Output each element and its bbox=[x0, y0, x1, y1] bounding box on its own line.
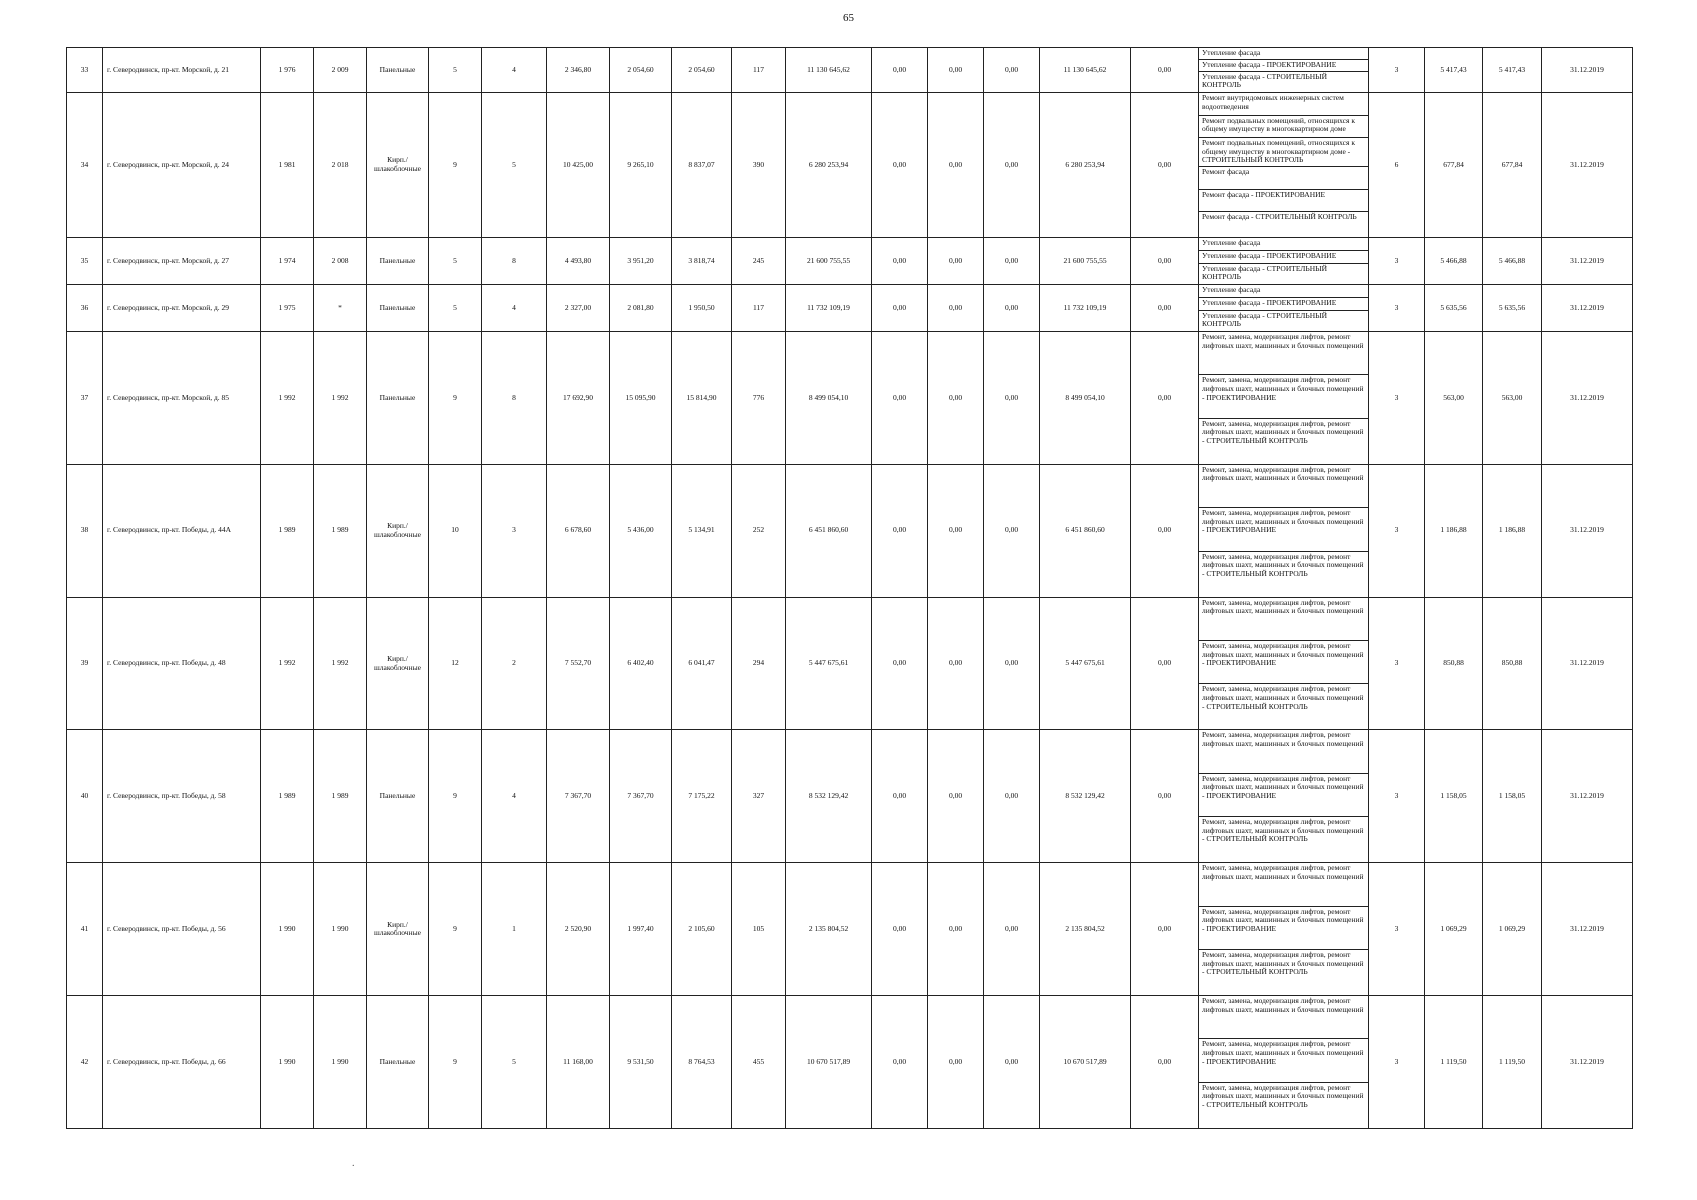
work-item: Ремонт, замена, модернизация лифтов, ремонт лифтовых шахт, машинных и блочных помещений - ПРОЕКТИРОВАНИЕ bbox=[1199, 907, 1368, 950]
cell-area-total: 4 493,80 bbox=[547, 238, 610, 285]
cell-residents: 117 bbox=[732, 48, 786, 93]
work-item: Ремонт фасада bbox=[1199, 167, 1368, 190]
cell-cost-total: 2 135 804,52 bbox=[786, 863, 872, 996]
cell-c3: 0,00 bbox=[984, 332, 1040, 465]
cell-unit-cost: 850,88 bbox=[1425, 597, 1483, 730]
table-row bbox=[67, 996, 1633, 1129]
cell-works bbox=[1199, 730, 1369, 863]
cell-residents: 117 bbox=[732, 285, 786, 332]
work-item: Ремонт, замена, модернизация лифтов, ремонт лифтовых шахт, машинных и блочных помещений bbox=[1199, 332, 1368, 375]
cell-floors: 12 bbox=[429, 597, 482, 730]
cell-date: 31.12.2019 bbox=[1542, 863, 1633, 996]
cell-floors: 9 bbox=[429, 92, 482, 237]
cell-address: г. Северодвинск, пр-кт. Победы, д. 56 bbox=[103, 863, 261, 996]
cell-c2: 0,00 bbox=[928, 597, 984, 730]
cell-last: 2 009 bbox=[314, 48, 367, 93]
cell-material: Панельные bbox=[367, 730, 429, 863]
cell-c3: 0,00 bbox=[984, 92, 1040, 237]
cell-c3: 0,00 bbox=[984, 863, 1040, 996]
cell-date: 31.12.2019 bbox=[1542, 92, 1633, 237]
cell-works bbox=[1199, 285, 1369, 332]
work-item: Ремонт внутридомовых инженерных систем водоотведения bbox=[1199, 93, 1368, 116]
cell-count: 3 bbox=[1369, 996, 1425, 1129]
work-item: Утепление фасада bbox=[1199, 48, 1368, 60]
cell-c1: 0,00 bbox=[872, 730, 928, 863]
cell-cost-total: 8 532 129,42 bbox=[786, 730, 872, 863]
cell-address: г. Северодвинск, пр-кт. Победы, д. 48 bbox=[103, 597, 261, 730]
cell-c3: 0,00 bbox=[984, 48, 1040, 93]
cell-unit-cost: 5 466,88 bbox=[1425, 238, 1483, 285]
cell-cost-owner: 2 135 804,52 bbox=[1040, 863, 1131, 996]
cell-area-res: 2 054,60 bbox=[672, 48, 732, 93]
cell-material: Панельные bbox=[367, 48, 429, 93]
cell-works bbox=[1199, 597, 1369, 730]
cell-c1: 0,00 bbox=[872, 464, 928, 597]
cell-area-total: 2 346,80 bbox=[547, 48, 610, 93]
cell-limit-cost: 1 186,88 bbox=[1483, 464, 1542, 597]
cell-built: 1 975 bbox=[261, 285, 314, 332]
cell-count: 3 bbox=[1369, 48, 1425, 93]
cell-floors: 9 bbox=[429, 332, 482, 465]
cell-built: 1 981 bbox=[261, 92, 314, 237]
cell-date: 31.12.2019 bbox=[1542, 285, 1633, 332]
cell-limit-cost: 5 635,56 bbox=[1483, 285, 1542, 332]
cell-count: 3 bbox=[1369, 730, 1425, 863]
cell-area-res: 15 814,90 bbox=[672, 332, 732, 465]
cell-entrances: 4 bbox=[482, 730, 547, 863]
cell-c4: 0,00 bbox=[1131, 730, 1199, 863]
work-item: Утепление фасада - ПРОЕКТИРОВАНИЕ bbox=[1199, 251, 1368, 264]
cell-c4: 0,00 bbox=[1131, 996, 1199, 1129]
cell-c3: 0,00 bbox=[984, 730, 1040, 863]
cell-cost-total: 11 130 645,62 bbox=[786, 48, 872, 93]
cell-last: 1 990 bbox=[314, 996, 367, 1129]
work-item: Ремонт, замена, модернизация лифтов, ремонт лифтовых шахт, машинных и блочных помещений - ПРОЕКТИРОВАНИЕ bbox=[1199, 508, 1368, 551]
cell-limit-cost: 5 417,43 bbox=[1483, 48, 1542, 93]
cell-address: г. Северодвинск, пр-кт. Морской, д. 85 bbox=[103, 332, 261, 465]
cell-built: 1 976 bbox=[261, 48, 314, 93]
work-item: Утепление фасада - ПРОЕКТИРОВАНИЕ bbox=[1199, 298, 1368, 311]
cell-last: 2 018 bbox=[314, 92, 367, 237]
cell-date: 31.12.2019 bbox=[1542, 996, 1633, 1129]
cell-c4: 0,00 bbox=[1131, 597, 1199, 730]
cell-c4: 0,00 bbox=[1131, 332, 1199, 465]
capital-repair-table bbox=[66, 47, 1633, 1129]
cell-area-total: 7 367,70 bbox=[547, 730, 610, 863]
cell-c4: 0,00 bbox=[1131, 285, 1199, 332]
cell-limit-cost: 850,88 bbox=[1483, 597, 1542, 730]
work-item: Ремонт, замена, модернизация лифтов, ремонт лифтовых шахт, машинных и блочных помещений - СТРОИТЕЛЬНЫЙ КОНТРОЛЬ bbox=[1202, 684, 1364, 711]
cell-area-total: 6 678,60 bbox=[547, 464, 610, 597]
cell-n: 34 bbox=[67, 92, 103, 237]
cell-limit-cost: 1 119,50 bbox=[1483, 996, 1542, 1129]
cell-material: Панельные bbox=[367, 332, 429, 465]
cell-residents: 252 bbox=[732, 464, 786, 597]
cell-area-living: 3 951,20 bbox=[610, 238, 672, 285]
cell-c2: 0,00 bbox=[928, 996, 984, 1129]
cell-area-res: 5 134,91 bbox=[672, 464, 732, 597]
cell-last: 1 992 bbox=[314, 597, 367, 730]
cell-n: 40 bbox=[67, 730, 103, 863]
table-row bbox=[67, 464, 1633, 597]
cell-address: г. Северодвинск, пр-кт. Морской, д. 29 bbox=[103, 285, 261, 332]
cell-c2: 0,00 bbox=[928, 238, 984, 285]
cell-count: 6 bbox=[1369, 92, 1425, 237]
work-item: Ремонт подвальных помещений, относящихся к общему имуществу в многоквартирном доме bbox=[1199, 116, 1368, 139]
work-item: Ремонт, замена, модернизация лифтов, ремонт лифтовых шахт, машинных и блочных помещений - СТРОИТЕЛЬНЫЙ КОНТРОЛЬ bbox=[1202, 1082, 1364, 1109]
cell-limit-cost: 563,00 bbox=[1483, 332, 1542, 465]
cell-unit-cost: 1 186,88 bbox=[1425, 464, 1483, 597]
cell-c4: 0,00 bbox=[1131, 863, 1199, 996]
cell-cost-owner: 11 130 645,62 bbox=[1040, 48, 1131, 93]
cell-c1: 0,00 bbox=[872, 863, 928, 996]
work-item: Утепление фасада bbox=[1199, 285, 1368, 298]
cell-area-living: 15 095,90 bbox=[610, 332, 672, 465]
cell-residents: 327 bbox=[732, 730, 786, 863]
cell-works bbox=[1199, 238, 1369, 285]
cell-area-res: 6 041,47 bbox=[672, 597, 732, 730]
cell-last: 1 990 bbox=[314, 863, 367, 996]
cell-cost-owner: 10 670 517,89 bbox=[1040, 996, 1131, 1129]
cell-n: 35 bbox=[67, 238, 103, 285]
cell-c3: 0,00 bbox=[984, 285, 1040, 332]
cell-c1: 0,00 bbox=[872, 996, 928, 1129]
cell-last: 2 008 bbox=[314, 238, 367, 285]
cell-address: г. Северодвинск, пр-кт. Победы, д. 66 bbox=[103, 996, 261, 1129]
cell-c2: 0,00 bbox=[928, 48, 984, 93]
cell-unit-cost: 5 635,56 bbox=[1425, 285, 1483, 332]
cell-limit-cost: 677,84 bbox=[1483, 92, 1542, 237]
cell-area-total: 2 327,00 bbox=[547, 285, 610, 332]
cell-entrances: 5 bbox=[482, 996, 547, 1129]
cell-area-living: 9 531,50 bbox=[610, 996, 672, 1129]
cell-cost-owner: 6 451 860,60 bbox=[1040, 464, 1131, 597]
cell-c3: 0,00 bbox=[984, 464, 1040, 597]
cell-unit-cost: 563,00 bbox=[1425, 332, 1483, 465]
work-item: Ремонт, замена, модернизация лифтов, ремонт лифтовых шахт, машинных и блочных помещений bbox=[1199, 996, 1368, 1039]
cell-cost-owner: 8 499 054,10 bbox=[1040, 332, 1131, 465]
cell-date: 31.12.2019 bbox=[1542, 332, 1633, 465]
cell-works bbox=[1199, 996, 1369, 1129]
work-item: Ремонт, замена, модернизация лифтов, ремонт лифтовых шахт, машинных и блочных помещений - СТРОИТЕЛЬНЫЙ КОНТРОЛЬ bbox=[1202, 418, 1364, 445]
cell-material: Панельные bbox=[367, 996, 429, 1129]
cell-material: Панельные bbox=[367, 238, 429, 285]
cell-unit-cost: 1 119,50 bbox=[1425, 996, 1483, 1129]
cell-entrances: 4 bbox=[482, 48, 547, 93]
cell-limit-cost: 1 069,29 bbox=[1483, 863, 1542, 996]
table-row bbox=[67, 238, 1633, 285]
cell-entrances: 2 bbox=[482, 597, 547, 730]
cell-floors: 5 bbox=[429, 48, 482, 93]
work-item: Ремонт, замена, модернизация лифтов, ремонт лифтовых шахт, машинных и блочных помещений - ПРОЕКТИРОВАНИЕ bbox=[1199, 774, 1368, 817]
cell-date: 31.12.2019 bbox=[1542, 48, 1633, 93]
cell-built: 1 990 bbox=[261, 863, 314, 996]
cell-c2: 0,00 bbox=[928, 464, 984, 597]
cell-n: 33 bbox=[67, 48, 103, 93]
cell-area-total: 11 168,00 bbox=[547, 996, 610, 1129]
cell-address: г. Северодвинск, пр-кт. Победы, д. 44А bbox=[103, 464, 261, 597]
cell-entrances: 8 bbox=[482, 238, 547, 285]
cell-address: г. Северодвинск, пр-кт. Морской, д. 21 bbox=[103, 48, 261, 93]
cell-count: 3 bbox=[1369, 464, 1425, 597]
cell-date: 31.12.2019 bbox=[1542, 464, 1633, 597]
cell-c2: 0,00 bbox=[928, 730, 984, 863]
cell-n: 41 bbox=[67, 863, 103, 996]
work-item: Ремонт фасада - СТРОИТЕЛЬНЫЙ КОНТРОЛЬ bbox=[1202, 212, 1357, 222]
work-item: Ремонт, замена, модернизация лифтов, ремонт лифтовых шахт, машинных и блочных помещений bbox=[1199, 598, 1368, 641]
cell-limit-cost: 1 158,05 bbox=[1483, 730, 1542, 863]
work-item: Утепление фасада - ПРОЕКТИРОВАНИЕ bbox=[1199, 60, 1368, 72]
cell-built: 1 989 bbox=[261, 464, 314, 597]
cell-c4: 0,00 bbox=[1131, 92, 1199, 237]
cell-count: 3 bbox=[1369, 597, 1425, 730]
cell-floors: 5 bbox=[429, 238, 482, 285]
cell-works bbox=[1199, 92, 1369, 237]
cell-works bbox=[1199, 863, 1369, 996]
cell-cost-total: 8 499 054,10 bbox=[786, 332, 872, 465]
cell-residents: 245 bbox=[732, 238, 786, 285]
cell-area-living: 9 265,10 bbox=[610, 92, 672, 237]
cell-entrances: 8 bbox=[482, 332, 547, 465]
cell-c4: 0,00 bbox=[1131, 238, 1199, 285]
cell-area-res: 8 764,53 bbox=[672, 996, 732, 1129]
work-item: Ремонт, замена, модернизация лифтов, ремонт лифтовых шахт, машинных и блочных помещений - ПРОЕКТИРОВАНИЕ bbox=[1199, 1039, 1368, 1082]
cell-last: 1 989 bbox=[314, 730, 367, 863]
cell-area-living: 2 054,60 bbox=[610, 48, 672, 93]
cell-date: 31.12.2019 bbox=[1542, 238, 1633, 285]
cell-works bbox=[1199, 464, 1369, 597]
cell-area-res: 2 105,60 bbox=[672, 863, 732, 996]
table-row bbox=[67, 285, 1633, 332]
cell-last: * bbox=[314, 285, 367, 332]
cell-c3: 0,00 bbox=[984, 597, 1040, 730]
cell-material: Панельные bbox=[367, 285, 429, 332]
cell-c2: 0,00 bbox=[928, 332, 984, 465]
table-row bbox=[67, 863, 1633, 996]
cell-works bbox=[1199, 48, 1369, 93]
work-item: Ремонт фасада - ПРОЕКТИРОВАНИЕ bbox=[1199, 190, 1368, 213]
work-item: Утепление фасада - СТРОИТЕЛЬНЫЙ КОНТРОЛЬ bbox=[1202, 71, 1328, 90]
table-row bbox=[67, 730, 1633, 863]
cell-residents: 294 bbox=[732, 597, 786, 730]
cell-date: 31.12.2019 bbox=[1542, 597, 1633, 730]
cell-cost-owner: 8 532 129,42 bbox=[1040, 730, 1131, 863]
work-item: Ремонт, замена, модернизация лифтов, ремонт лифтовых шахт, машинных и блочных помещений - СТРОИТЕЛЬНЫЙ КОНТРОЛЬ bbox=[1202, 949, 1364, 977]
cell-address: г. Северодвинск, пр-кт. Морской, д. 24 bbox=[103, 92, 261, 237]
cell-c1: 0,00 bbox=[872, 332, 928, 465]
work-item: Утепление фасада bbox=[1199, 238, 1368, 251]
cell-area-living: 1 997,40 bbox=[610, 863, 672, 996]
cell-material: Кирп./ шлакоблочные bbox=[367, 597, 429, 730]
cell-area-living: 2 081,80 bbox=[610, 285, 672, 332]
cell-floors: 9 bbox=[429, 996, 482, 1129]
work-item: Ремонт, замена, модернизация лифтов, ремонт лифтовых шахт, машинных и блочных помещений bbox=[1199, 465, 1368, 508]
cell-built: 1 990 bbox=[261, 996, 314, 1129]
cell-area-res: 8 837,07 bbox=[672, 92, 732, 237]
cell-c2: 0,00 bbox=[928, 863, 984, 996]
cell-area-res: 1 950,50 bbox=[672, 285, 732, 332]
cell-residents: 390 bbox=[732, 92, 786, 237]
work-item: Ремонт, замена, модернизация лифтов, ремонт лифтовых шахт, машинных и блочных помещений - ПРОЕКТИРОВАНИЕ bbox=[1199, 641, 1368, 684]
cell-unit-cost: 5 417,43 bbox=[1425, 48, 1483, 93]
work-item: Ремонт, замена, модернизация лифтов, ремонт лифтовых шахт, машинных и блочных помещений - СТРОИТЕЛЬНЫЙ КОНТРОЛЬ bbox=[1202, 551, 1364, 578]
cell-last: 1 992 bbox=[314, 332, 367, 465]
table-row bbox=[67, 597, 1633, 730]
cell-limit-cost: 5 466,88 bbox=[1483, 238, 1542, 285]
cell-residents: 776 bbox=[732, 332, 786, 465]
cell-entrances: 3 bbox=[482, 464, 547, 597]
cell-last: 1 989 bbox=[314, 464, 367, 597]
cell-count: 3 bbox=[1369, 332, 1425, 465]
work-item: Ремонт, замена, модернизация лифтов, ремонт лифтовых шахт, машинных и блочных помещений - ПРОЕКТИРОВАНИЕ bbox=[1199, 375, 1368, 418]
cell-address: г. Северодвинск, пр-кт. Морской, д. 27 bbox=[103, 238, 261, 285]
cell-area-living: 6 402,40 bbox=[610, 597, 672, 730]
cell-area-living: 5 436,00 bbox=[610, 464, 672, 597]
cell-residents: 455 bbox=[732, 996, 786, 1129]
cell-cost-owner: 11 732 109,19 bbox=[1040, 285, 1131, 332]
cell-c4: 0,00 bbox=[1131, 464, 1199, 597]
cell-built: 1 992 bbox=[261, 332, 314, 465]
cell-built: 1 992 bbox=[261, 597, 314, 730]
cell-address: г. Северодвинск, пр-кт. Победы, д. 58 bbox=[103, 730, 261, 863]
cell-cost-total: 6 280 253,94 bbox=[786, 92, 872, 237]
cell-unit-cost: 1 158,05 bbox=[1425, 730, 1483, 863]
cell-area-total: 2 520,90 bbox=[547, 863, 610, 996]
cell-c3: 0,00 bbox=[984, 996, 1040, 1129]
cell-entrances: 4 bbox=[482, 285, 547, 332]
cell-cost-total: 6 451 860,60 bbox=[786, 464, 872, 597]
work-item: Ремонт, замена, модернизация лифтов, ремонт лифтовых шахт, машинных и блочных помещений bbox=[1199, 863, 1368, 906]
cell-cost-total: 21 600 755,55 bbox=[786, 238, 872, 285]
cell-n: 37 bbox=[67, 332, 103, 465]
cell-count: 3 bbox=[1369, 285, 1425, 332]
cell-count: 3 bbox=[1369, 863, 1425, 996]
work-item: Ремонт, замена, модернизация лифтов, ремонт лифтовых шахт, машинных и блочных помещений bbox=[1199, 730, 1368, 773]
cell-entrances: 1 bbox=[482, 863, 547, 996]
table-row bbox=[67, 48, 1633, 93]
cell-area-living: 7 367,70 bbox=[610, 730, 672, 863]
cell-floors: 10 bbox=[429, 464, 482, 597]
cell-unit-cost: 677,84 bbox=[1425, 92, 1483, 237]
cell-c3: 0,00 bbox=[984, 238, 1040, 285]
cell-area-res: 7 175,22 bbox=[672, 730, 732, 863]
cell-residents: 105 bbox=[732, 863, 786, 996]
stray-mark: . bbox=[352, 1158, 355, 1169]
cell-area-total: 10 425,00 bbox=[547, 92, 610, 237]
cell-c2: 0,00 bbox=[928, 92, 984, 237]
cell-c1: 0,00 bbox=[872, 92, 928, 237]
cell-cost-total: 11 732 109,19 bbox=[786, 285, 872, 332]
cell-n: 36 bbox=[67, 285, 103, 332]
cell-floors: 9 bbox=[429, 863, 482, 996]
table-row bbox=[67, 332, 1633, 465]
work-item: Ремонт подвальных помещений, относящихся к общему имуществу в многоквартирном доме - СТРОИТЕЛЬНЫЙ КОНТРОЛЬ bbox=[1199, 138, 1368, 167]
page-number: 65 bbox=[843, 12, 854, 24]
cell-n: 42 bbox=[67, 996, 103, 1129]
cell-count: 3 bbox=[1369, 238, 1425, 285]
cell-material: Кирп./ шлакоблочные bbox=[367, 464, 429, 597]
cell-cost-total: 10 670 517,89 bbox=[786, 996, 872, 1129]
cell-unit-cost: 1 069,29 bbox=[1425, 863, 1483, 996]
cell-date: 31.12.2019 bbox=[1542, 730, 1633, 863]
cell-built: 1 974 bbox=[261, 238, 314, 285]
cell-area-res: 3 818,74 bbox=[672, 238, 732, 285]
cell-c1: 0,00 bbox=[872, 238, 928, 285]
work-item: Утепление фасада - СТРОИТЕЛЬНЫЙ КОНТРОЛЬ bbox=[1202, 263, 1328, 282]
cell-cost-owner: 5 447 675,61 bbox=[1040, 597, 1131, 730]
cell-c1: 0,00 bbox=[872, 597, 928, 730]
cell-material: Кирп./ шлакоблочные bbox=[367, 863, 429, 996]
cell-floors: 5 bbox=[429, 285, 482, 332]
cell-c1: 0,00 bbox=[872, 285, 928, 332]
cell-c4: 0,00 bbox=[1131, 48, 1199, 93]
table-row bbox=[67, 92, 1633, 237]
work-item: Утепление фасада - СТРОИТЕЛЬНЫЙ КОНТРОЛЬ bbox=[1202, 310, 1328, 329]
cell-area-total: 17 692,90 bbox=[547, 332, 610, 465]
cell-entrances: 5 bbox=[482, 92, 547, 237]
cell-material: Кирп./ шлакоблочные bbox=[367, 92, 429, 237]
cell-works bbox=[1199, 332, 1369, 465]
cell-cost-owner: 6 280 253,94 bbox=[1040, 92, 1131, 237]
cell-n: 39 bbox=[67, 597, 103, 730]
cell-area-total: 7 552,70 bbox=[547, 597, 610, 730]
cell-floors: 9 bbox=[429, 730, 482, 863]
cell-built: 1 989 bbox=[261, 730, 314, 863]
cell-cost-owner: 21 600 755,55 bbox=[1040, 238, 1131, 285]
cell-c2: 0,00 bbox=[928, 285, 984, 332]
work-item: Ремонт, замена, модернизация лифтов, ремонт лифтовых шахт, машинных и блочных помещений - СТРОИТЕЛЬНЫЙ КОНТРОЛЬ bbox=[1202, 817, 1364, 844]
cell-c1: 0,00 bbox=[872, 48, 928, 93]
cell-n: 38 bbox=[67, 464, 103, 597]
cell-cost-total: 5 447 675,61 bbox=[786, 597, 872, 730]
